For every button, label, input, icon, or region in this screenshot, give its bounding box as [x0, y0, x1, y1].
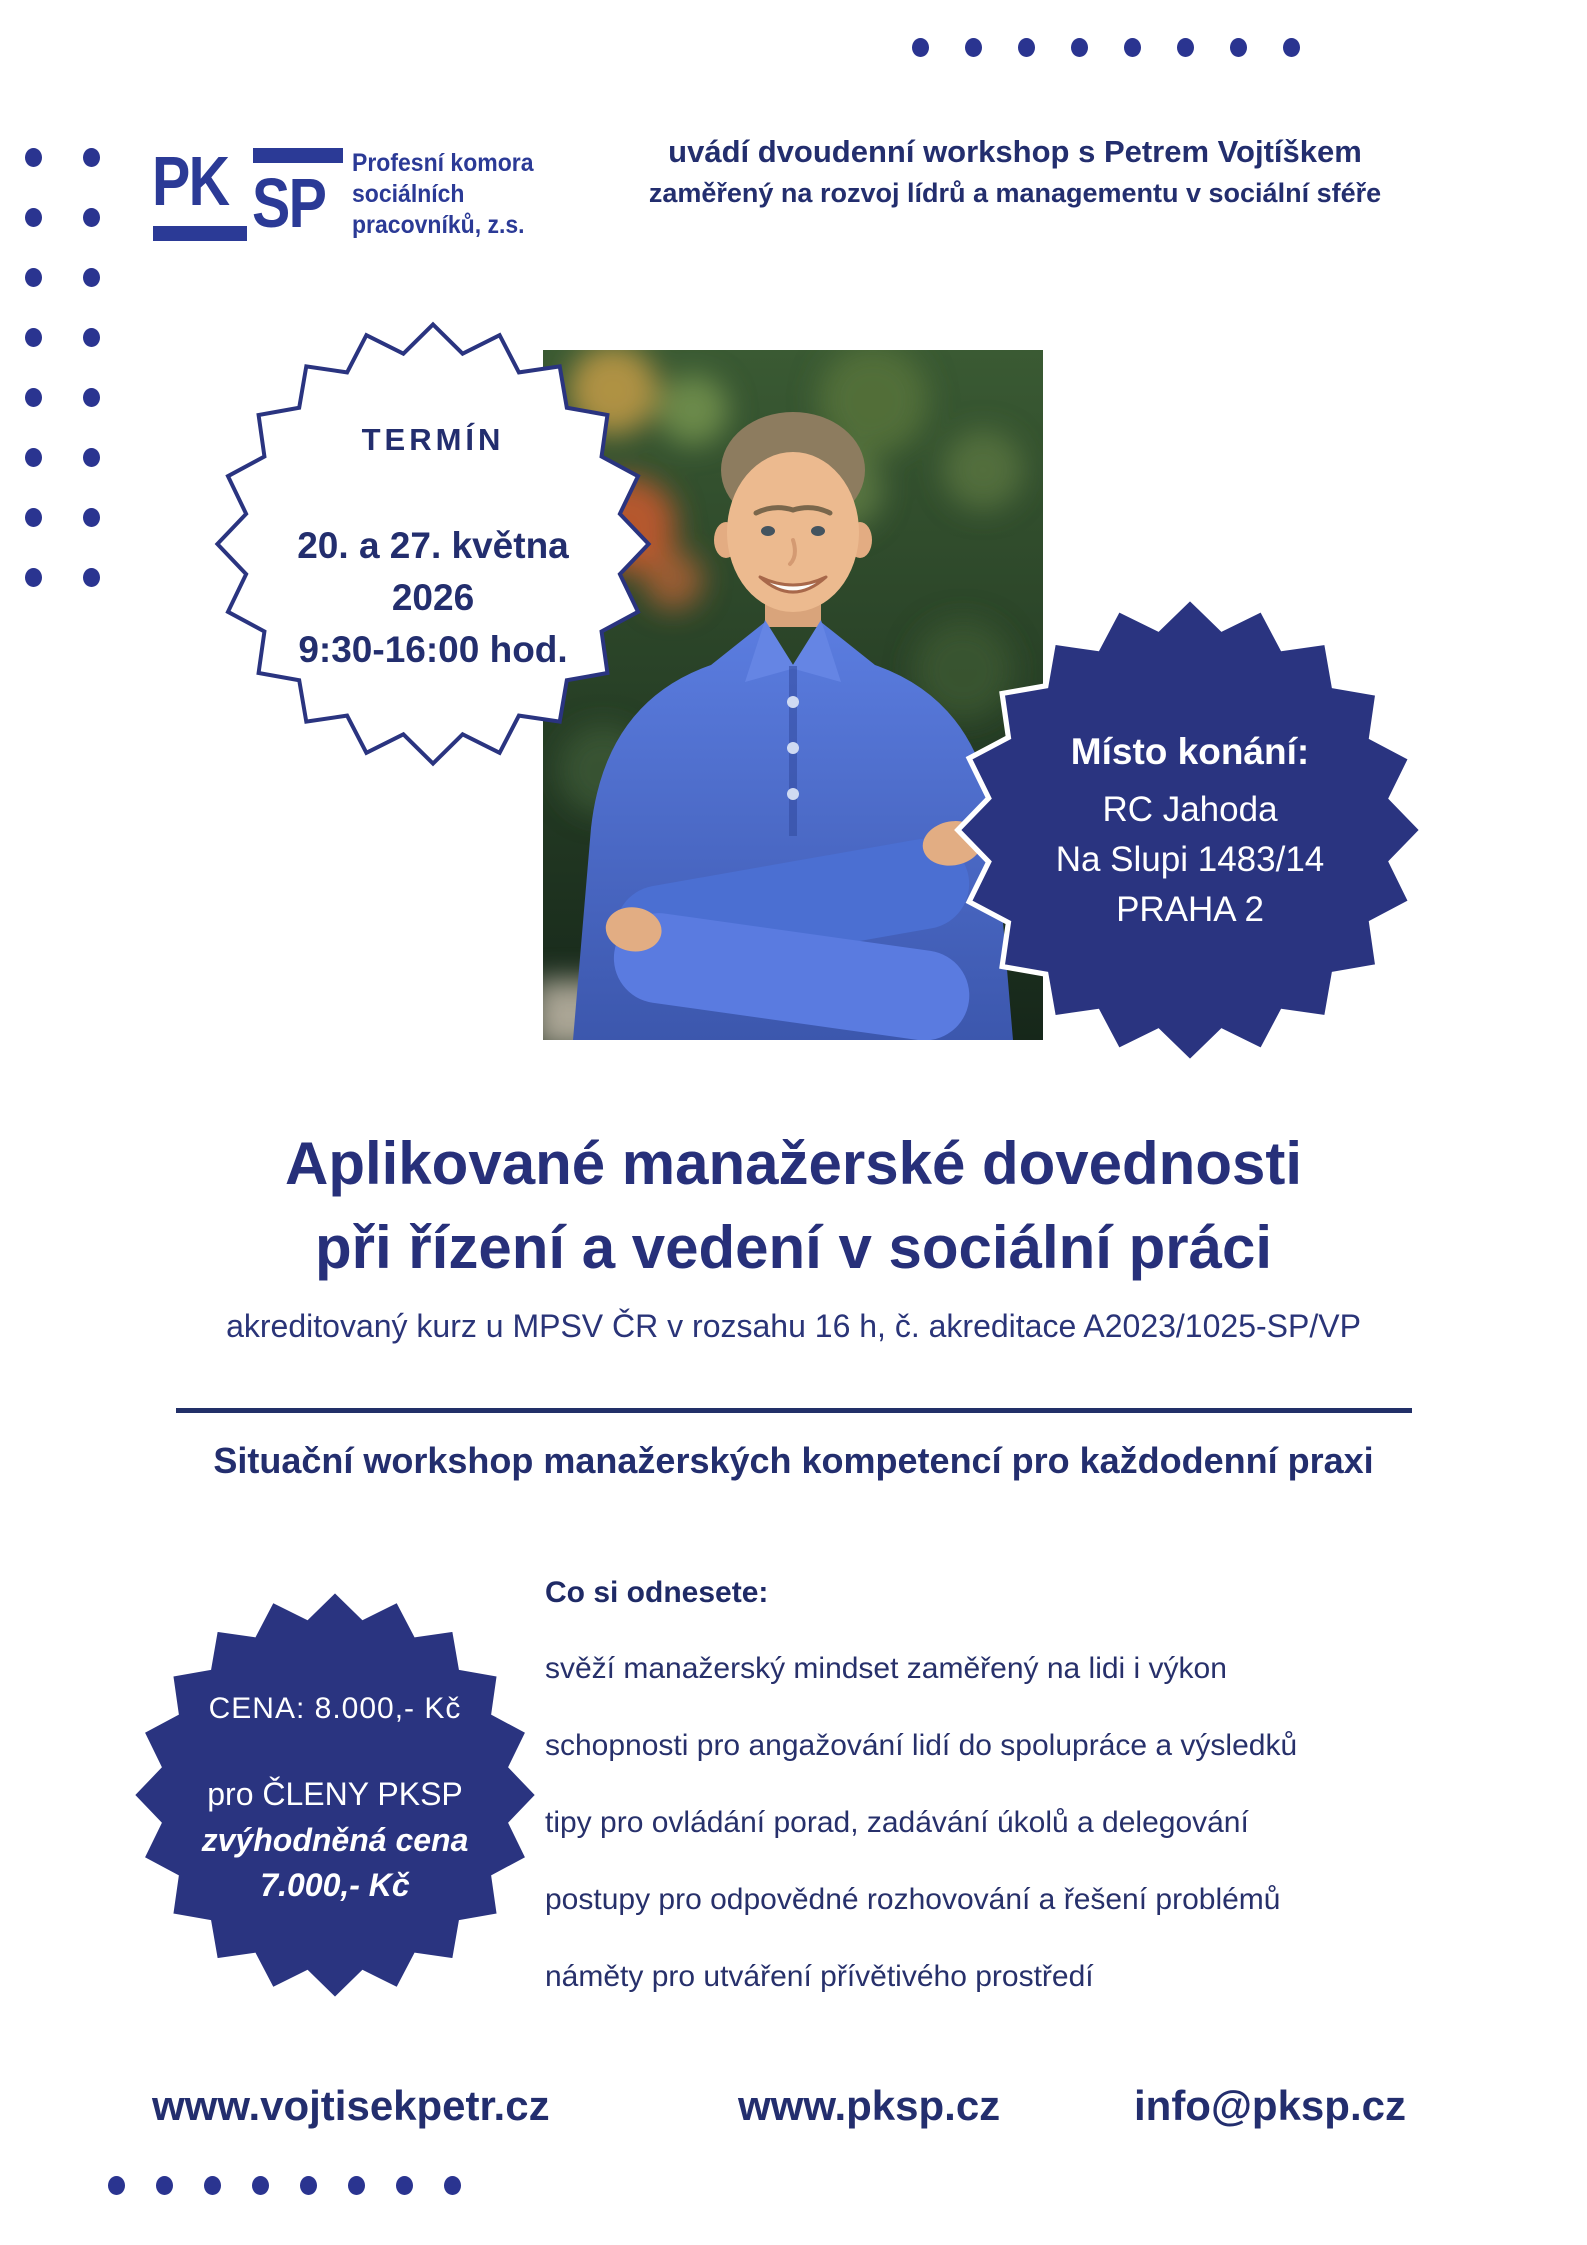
takeaway-item: náměty pro utváření přívětivého prostředí	[545, 1960, 1094, 1993]
dot	[83, 508, 100, 527]
left-dots-decoration	[25, 148, 100, 587]
venue-badge-lines	[1056, 785, 1325, 935]
dot	[965, 38, 982, 57]
logo-pk-letters: PK	[152, 142, 229, 220]
date-badge-lines	[297, 520, 569, 676]
course-title-line-2: při řízení a vedení v sociální práci	[314, 1214, 1273, 1281]
dot	[396, 2176, 413, 2195]
dot	[108, 2176, 125, 2195]
workshop-intro	[575, 130, 1455, 213]
venue-name: RC Jahoda	[1102, 790, 1278, 829]
dot	[1230, 38, 1247, 57]
course-title	[0, 1122, 1587, 1290]
venue-city: PRAHA 2	[1116, 890, 1264, 929]
dot	[1177, 38, 1194, 57]
dot	[25, 448, 42, 467]
dot	[83, 388, 100, 407]
dot	[83, 568, 100, 587]
takeaway-item: postupy pro odpovědné rozhovování a řešení problémů	[545, 1883, 1281, 1916]
takeaway-item: svěží manažerský mindset zaměřený na lidi i výkon	[545, 1652, 1227, 1685]
logo-top-bar	[253, 148, 343, 163]
dot	[25, 328, 42, 347]
dot	[300, 2176, 317, 2195]
org-name-line: Profesní komora	[352, 149, 534, 177]
dot	[25, 568, 42, 587]
dot	[252, 2176, 269, 2195]
venue-badge-title: Místo konání:	[1070, 731, 1310, 772]
date-badge-content	[213, 320, 653, 768]
horizontal-divider	[176, 1408, 1412, 1413]
dot	[83, 268, 100, 287]
dot	[25, 388, 42, 407]
pksp-website-link[interactable]: www.pksp.cz	[738, 2082, 1001, 2129]
takeaway-item: schopnosti pro angažování lidí do spolupráce a výsledků	[545, 1729, 1298, 1762]
pksp-logo	[152, 142, 352, 246]
price-badge	[128, 1586, 542, 2004]
dot	[25, 268, 42, 287]
bottom-dots-decoration	[108, 2176, 461, 2195]
dot	[444, 2176, 461, 2195]
dot	[1124, 38, 1141, 57]
dot	[83, 208, 100, 227]
time-line: 9:30-16:00 hod.	[298, 629, 568, 670]
price-standard: CENA: 8.000,- Kč	[208, 1692, 462, 1725]
contact-email-link[interactable]: info@pksp.cz	[1134, 2082, 1406, 2129]
dot	[912, 38, 929, 57]
intro-line-1: uvádí dvoudenní workshop s Petrem Vojtíškem	[668, 134, 1362, 169]
venue-badge	[953, 593, 1427, 1067]
price-badge-content	[128, 1586, 542, 2004]
dot	[25, 208, 42, 227]
dot	[1018, 38, 1035, 57]
takeaways-heading: Co si odnesete:	[545, 1576, 769, 1609]
dot	[1071, 38, 1088, 57]
price-members-label: pro ČLENY PKSP	[207, 1776, 463, 1812]
organization-name	[352, 148, 533, 241]
intro-line-2: zaměřený na rozvoj lídrů a managementu v sociální sféře	[648, 178, 1382, 208]
org-name-line: sociálních	[352, 180, 465, 208]
logo-bottom-bar	[153, 226, 247, 241]
date-badge-title: TERMÍN	[361, 422, 505, 457]
dot	[83, 148, 100, 167]
dot	[83, 448, 100, 467]
speaker-website-link[interactable]: www.vojtisekpetr.cz	[152, 2082, 550, 2129]
dot	[156, 2176, 173, 2195]
dot	[83, 328, 100, 347]
venue-street: Na Slupi 1483/14	[1055, 840, 1325, 879]
date-badge	[213, 320, 653, 768]
logo-sp-letters: SP	[252, 164, 326, 242]
price-discount-value: 7.000,- Kč	[260, 1867, 410, 1903]
dot	[25, 508, 42, 527]
accreditation-note: akreditovaný kurz u MPSV ČR v rozsahu 16 h, č. akreditace A2023/1025-SP/VP	[226, 1308, 1361, 1344]
top-dots-decoration	[912, 38, 1300, 57]
date-line: 2026	[391, 577, 475, 618]
venue-badge-content	[953, 593, 1427, 1067]
course-title-line-1: Aplikované manažerské dovednosti	[284, 1130, 1302, 1197]
dot	[25, 148, 42, 167]
price-discount-label: zvýhodněná cena	[201, 1822, 469, 1858]
date-line: 20. a 27. května	[297, 525, 569, 566]
dot	[1283, 38, 1300, 57]
takeaway-item: tipy pro ovládání porad, zadávání úkolů a delegování	[545, 1806, 1249, 1839]
dot	[348, 2176, 365, 2195]
dot	[204, 2176, 221, 2195]
org-name-line: pracovníků, z.s.	[352, 211, 525, 239]
workshop-subtitle: Situační workshop manažerských kompetencí pro každodenní praxi	[213, 1440, 1374, 1481]
